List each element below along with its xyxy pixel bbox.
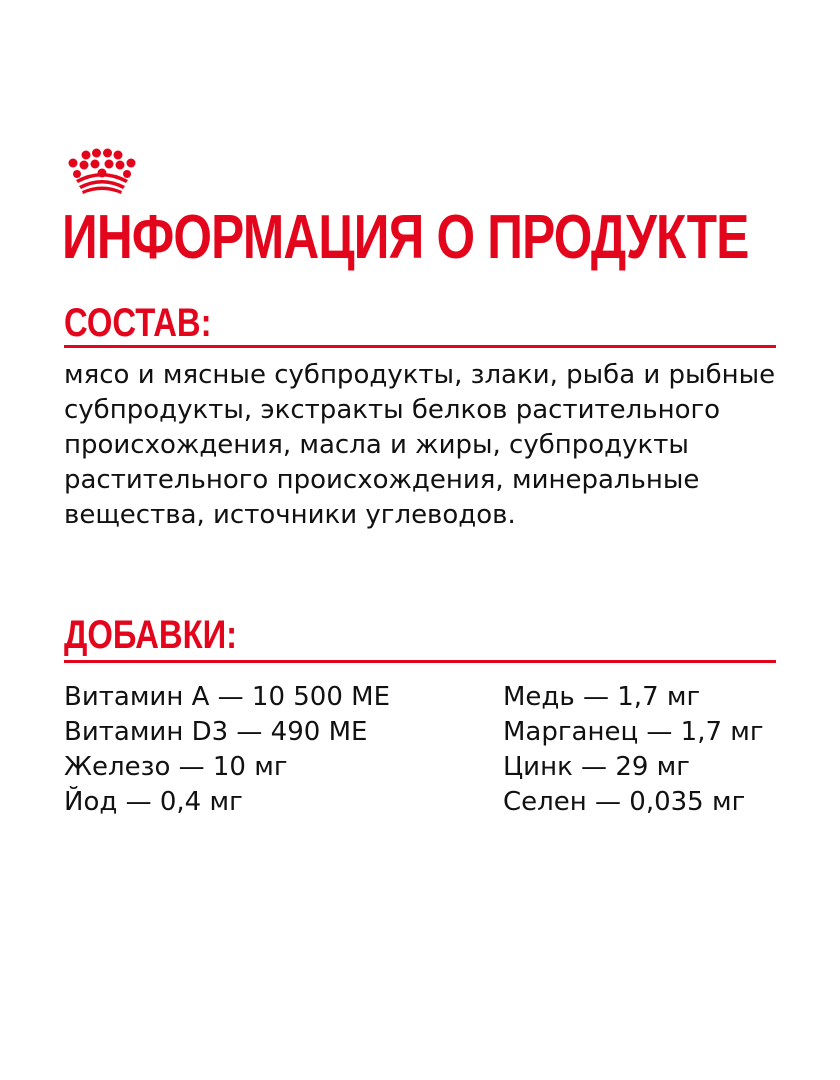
additive-item: Цинк — 29 мг <box>503 752 690 782</box>
additive-item: Витамин А — 10 500 МЕ <box>64 682 391 712</box>
composition-divider <box>64 345 776 348</box>
crown-icon <box>64 148 140 194</box>
page-title: ИНФОРМАЦИЯ О ПРОДУКТЕ <box>62 203 749 272</box>
additives-list-left <box>64 680 390 820</box>
additives-heading: ДОБАВКИ: <box>64 613 238 657</box>
additive-item: Медь — 1,7 мг <box>503 682 701 712</box>
additives-divider <box>64 660 776 663</box>
additive-item: Марганец — 1,7 мг <box>503 717 764 747</box>
additive-item: Селен — 0,035 мг <box>503 787 746 817</box>
additive-item: Йод — 0,4 мг <box>64 787 243 817</box>
additive-item: Железо — 10 мг <box>64 752 288 782</box>
additives-list-right <box>503 680 764 820</box>
composition-heading: СОСТАВ: <box>64 301 212 345</box>
additive-item: Витамин D3 — 490 МЕ <box>64 717 368 747</box>
composition-text: мясо и мясные субпродукты, злаки, рыба и рыбные субпродукты, экстракты белков растительного происхождения, масла и жиры, субпродукты растительного происхождения, минеральные вещества, источники углеводов. <box>64 360 776 530</box>
